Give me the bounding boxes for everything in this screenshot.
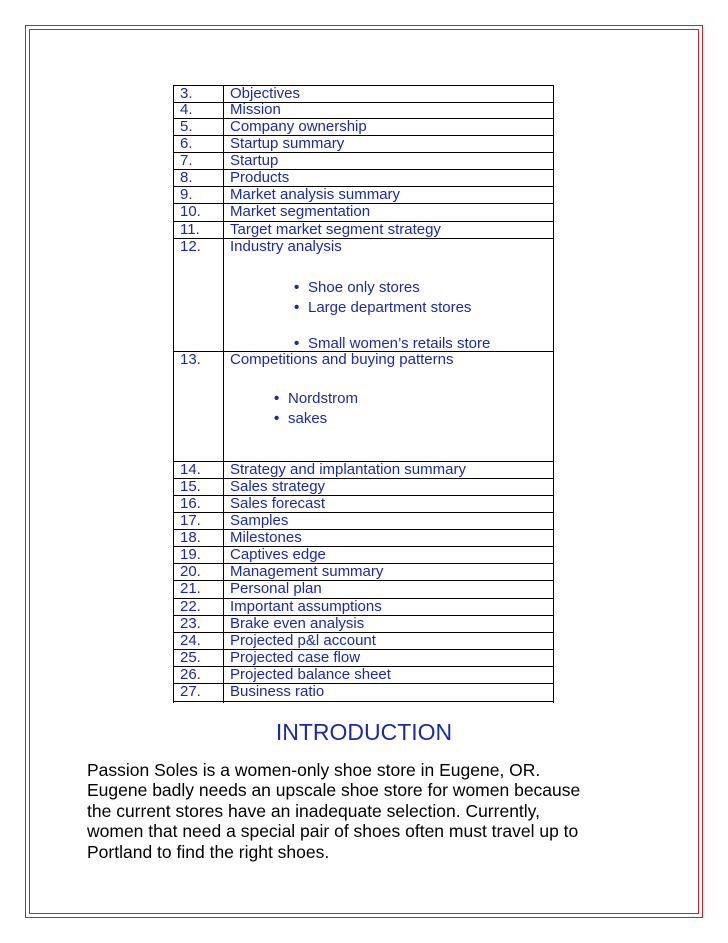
paragraph-line: Portland to find the right shoes. xyxy=(87,841,330,862)
table-row xyxy=(173,650,554,667)
row-number: 23. xyxy=(180,615,201,632)
row-title: Target market segment strategy xyxy=(230,221,441,238)
bullet-item: • sakes xyxy=(274,410,328,427)
paragraph-line: Eugene badly needs an upscale shoe store for women because xyxy=(87,780,581,801)
row-number: 27. xyxy=(180,683,201,700)
row-title: Management summary xyxy=(230,563,384,580)
row-number: 13. xyxy=(180,351,201,368)
row-number: 16. xyxy=(180,495,201,512)
table-row xyxy=(173,599,554,616)
row-number: 9. xyxy=(180,186,193,203)
bullet-icon: • xyxy=(294,335,300,352)
table-row xyxy=(173,496,554,513)
row-number: 3. xyxy=(180,85,193,102)
row-title: Projected case flow xyxy=(230,649,361,666)
table-row xyxy=(173,616,554,633)
row-title: Captives edge xyxy=(230,546,326,563)
row-title: Personal plan xyxy=(230,580,322,597)
row-number: 6. xyxy=(180,135,193,152)
row-title: Brake even analysis xyxy=(230,615,365,632)
section-heading: INTRODUCTION xyxy=(275,719,453,745)
row-title: Sales strategy xyxy=(230,478,326,495)
table-row xyxy=(173,513,554,530)
row-number: 17. xyxy=(180,512,201,529)
table-row xyxy=(173,153,554,170)
row-title: Market segmentation xyxy=(230,203,371,220)
row-title: Startup summary xyxy=(230,135,345,152)
row-title: Important assumptions xyxy=(230,598,382,615)
row-title: Samples xyxy=(230,512,289,529)
table-row xyxy=(173,547,554,564)
row-number: 19. xyxy=(180,546,201,563)
bullet-icon: • xyxy=(294,279,300,296)
table-row xyxy=(173,633,554,650)
row-title: Sales forecast xyxy=(230,495,326,512)
row-number: 14. xyxy=(180,461,201,478)
row-title: Strategy and implantation summary xyxy=(230,461,466,478)
bullet-item: • Nordstrom xyxy=(274,390,359,407)
table-row-competitions xyxy=(173,352,554,462)
introduction-paragraph xyxy=(87,760,647,862)
row-title: Industry analysis xyxy=(230,238,342,255)
row-number: 25. xyxy=(180,649,201,666)
table-of-contents xyxy=(173,85,554,703)
row-number: 24. xyxy=(180,632,201,649)
row-number: 18. xyxy=(180,529,201,546)
table-row xyxy=(173,136,554,153)
row-title: Competitions and buying patterns xyxy=(230,351,454,368)
row-title: Projected balance sheet xyxy=(230,666,391,683)
bullet-item: • Large department stores xyxy=(294,299,472,316)
table-row xyxy=(173,119,554,136)
row-title: Milestones xyxy=(230,529,302,546)
row-number: 7. xyxy=(180,152,193,169)
bullet-icon: • xyxy=(274,390,280,407)
bullet-item: • Small women’s retails store xyxy=(294,335,491,352)
table-row-industry-analysis xyxy=(173,239,554,352)
table-row xyxy=(173,170,554,187)
row-title: Business ratio xyxy=(230,683,325,700)
table-row xyxy=(173,102,554,119)
row-title: Objectives xyxy=(230,85,301,102)
row-number: 22. xyxy=(180,598,201,615)
table-row xyxy=(173,530,554,547)
paragraph-line: the current stores have an inadequate selection. Currently, xyxy=(87,800,540,821)
table-row xyxy=(173,204,554,222)
row-title: Products xyxy=(230,169,290,186)
bullet-icon: • xyxy=(274,410,280,427)
table-row xyxy=(173,479,554,496)
row-number: 10. xyxy=(180,203,201,220)
paragraph-line: women that need a special pair of shoes often must travel up to xyxy=(87,821,579,842)
row-number: 20. xyxy=(180,563,201,580)
table-row xyxy=(173,581,554,599)
row-title: Market analysis summary xyxy=(230,186,401,203)
row-number: 4. xyxy=(180,101,193,118)
row-number: 12. xyxy=(180,238,201,255)
row-number: 5. xyxy=(180,118,193,135)
table-row xyxy=(173,667,554,684)
bullet-item: • Shoe only stores xyxy=(294,279,420,296)
row-title: Mission xyxy=(230,101,281,118)
row-number: 21. xyxy=(180,580,201,597)
row-title: Company ownership xyxy=(230,118,367,135)
row-number: 26. xyxy=(180,666,201,683)
row-number: 11. xyxy=(180,221,200,238)
table-row xyxy=(173,462,554,479)
bullet-icon: • xyxy=(294,299,300,316)
row-title: Projected p&l account xyxy=(230,632,376,649)
table-row xyxy=(173,684,554,702)
row-title: Startup xyxy=(230,152,279,169)
paragraph-line: Passion Soles is a women-only shoe store in Eugene, OR. xyxy=(87,760,541,780)
row-number: 15. xyxy=(180,478,201,495)
table-row xyxy=(173,187,554,204)
table-row xyxy=(173,222,554,239)
row-number: 8. xyxy=(180,169,193,186)
table-row xyxy=(173,564,554,581)
